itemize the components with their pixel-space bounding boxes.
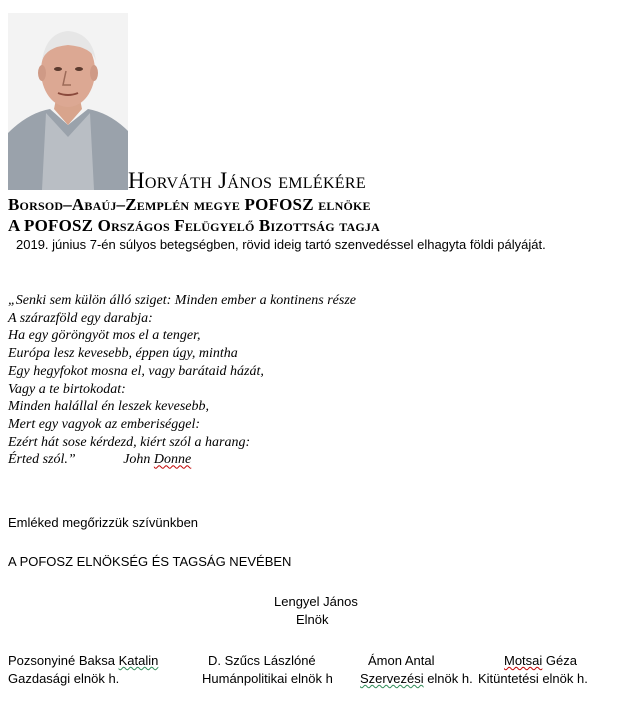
poem-line: „Senki sem külön álló sziget: Minden ember a kontinens része [8, 293, 356, 308]
poem-closing: Érted szól.” [8, 452, 76, 468]
vp-name-1: Pozsonyiné Baksa Katalin [8, 653, 159, 668]
memorial-title: Horváth János emlékére [128, 168, 366, 193]
signer-role: Elnök [296, 612, 329, 627]
on-behalf-text: A POFOSZ ELNÖKSÉG ÉS TAGSÁG NEVÉBEN [8, 554, 292, 569]
poem-block [8, 292, 356, 469]
role-line-county: Borsod–Abaúj–Zemplén megye POFOSZ elnöke [8, 195, 371, 214]
poem-author [123, 451, 191, 469]
poem-line: Vagy a te birtokodat: [8, 381, 126, 397]
poem-line: A szárazföld egy darabja: [8, 310, 153, 326]
poem-line: Ezért hát sose kérdezd, kiért szól a harang: [8, 434, 251, 450]
poem-last-line [8, 451, 356, 469]
intro-text: 2019. június 7-én súlyos betegségben, rövid ideig tartó szenvedéssel elhagyta földi pályáját. [16, 237, 546, 252]
poem-line: Mert egy vagyok az emberiséggel: [8, 416, 201, 432]
vp-name-4: Motsai Géza [504, 653, 577, 668]
vp-name-2: D. Szűcs Lászlóné [208, 653, 316, 668]
poem-line: Európa lesz kevesebb, éppen úgy, mintha [8, 346, 238, 362]
vp-role-4: Kitüntetési elnök h. [478, 671, 588, 686]
poem-line: Ha egy göröngyöt mos el a tenger, [8, 328, 201, 344]
author-first-name: John [123, 452, 151, 468]
signer-name: Lengyel János [274, 594, 358, 609]
role-line-board: A POFOSZ Országos Felügyelő Bizottság tagja [8, 216, 380, 235]
portrait-photo [8, 13, 128, 190]
memory-text: Emléked megőrizzük szívünkben [8, 515, 199, 530]
vp-role-1: Gazdasági elnök h. [8, 671, 120, 686]
author-last-name: Donne [153, 452, 192, 468]
vp-role-2: Humánpolitikai elnök h [202, 671, 333, 686]
portrait-image [8, 13, 128, 190]
poem-line: Egy hegyfokot mosna el, vagy barátaid házát, [8, 363, 264, 379]
vp-role-3: Szervezési elnök h. [360, 671, 473, 686]
vp-name-3: Ámon Antal [368, 653, 435, 668]
poem-line: Minden halállal én leszek kevesebb, [8, 399, 209, 415]
